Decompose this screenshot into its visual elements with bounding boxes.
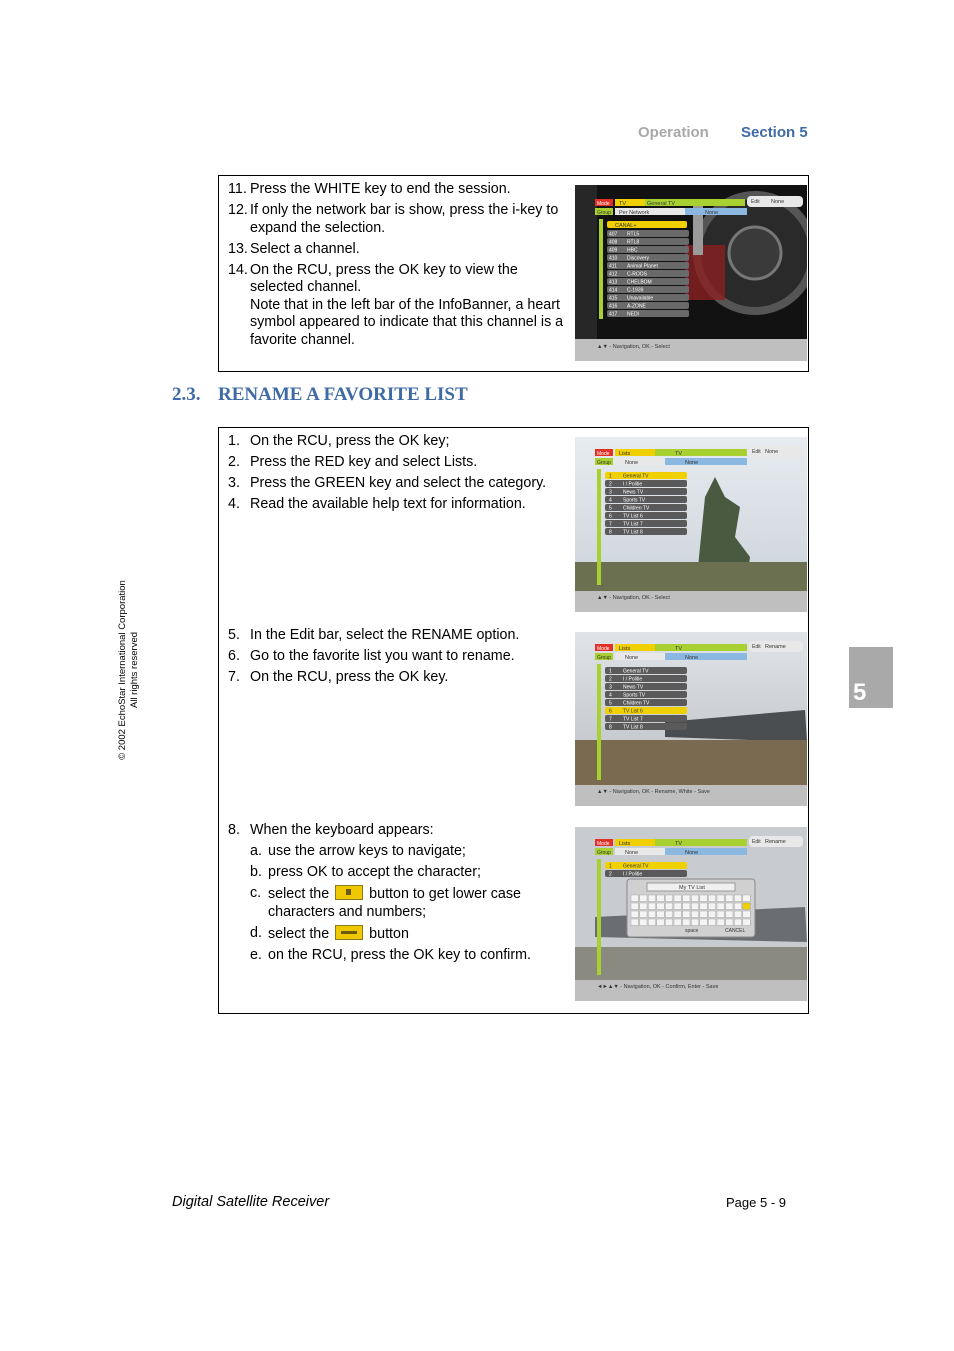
key bbox=[700, 895, 707, 902]
list-row bbox=[605, 870, 687, 877]
key bbox=[726, 919, 733, 926]
key bbox=[640, 903, 647, 910]
key bbox=[657, 919, 664, 926]
channel-number: 416 bbox=[609, 303, 618, 310]
list-number: 5 bbox=[609, 505, 612, 512]
steps-list-c bbox=[219, 822, 564, 968]
channel-row bbox=[607, 310, 689, 317]
osd-label: Group bbox=[597, 850, 611, 856]
list-name: News TV bbox=[623, 489, 644, 496]
key bbox=[665, 911, 672, 918]
osd-value: Rename bbox=[765, 839, 786, 845]
key bbox=[717, 919, 724, 926]
list-name: General TV bbox=[623, 473, 649, 480]
key bbox=[691, 911, 698, 918]
channel-number: 415 bbox=[609, 295, 618, 302]
list-number: 5 bbox=[609, 700, 612, 707]
key bbox=[640, 895, 647, 902]
osd-label: Mode bbox=[597, 451, 610, 457]
osd-value: TV bbox=[675, 841, 683, 847]
key bbox=[631, 911, 638, 918]
steps-list-b bbox=[219, 627, 564, 690]
header-chapter: Operation bbox=[638, 124, 709, 141]
header-section: Section 5 bbox=[741, 124, 808, 141]
list-name: TV List 7 bbox=[623, 716, 643, 723]
channel-number: 409 bbox=[609, 247, 618, 254]
list-name: I / Politie bbox=[623, 676, 643, 683]
key bbox=[665, 919, 672, 926]
list-number: 2 bbox=[609, 676, 612, 683]
list-number: 2 bbox=[609, 481, 612, 488]
channel-name: Unavailable bbox=[627, 295, 654, 302]
steps-list-a bbox=[219, 433, 564, 517]
list-number: 1 bbox=[609, 473, 612, 480]
screenshot-rename bbox=[575, 632, 807, 806]
key bbox=[700, 903, 707, 910]
svg-text:My TV List: My TV List bbox=[679, 885, 705, 891]
list-number: 3 bbox=[609, 684, 612, 691]
osd-label: Edit bbox=[752, 644, 761, 650]
list-row bbox=[605, 691, 687, 698]
list-item: c. select the button to get lower case characters and numbers; bbox=[250, 885, 521, 920]
key bbox=[640, 919, 647, 926]
list-name: Sports TV bbox=[623, 497, 646, 504]
list-item: 13. Select a channel. bbox=[228, 240, 360, 257]
key bbox=[700, 919, 707, 926]
list-row bbox=[605, 683, 687, 690]
sub-steps bbox=[250, 843, 564, 964]
list-name: TV List 8 bbox=[623, 529, 643, 536]
osd-value: Lists bbox=[619, 646, 631, 652]
svg-text:None: None bbox=[771, 199, 785, 205]
svg-text:space: space bbox=[685, 928, 699, 934]
key bbox=[674, 903, 681, 910]
key bbox=[691, 919, 698, 926]
list-item: 12. If only the network bar is show, press the i-key to expand the selection. bbox=[228, 202, 559, 236]
list-name: TV List 8 bbox=[623, 724, 643, 731]
key bbox=[657, 903, 664, 910]
list-item: e. on the RCU, press the OK key to confirm. bbox=[250, 946, 532, 963]
list-row bbox=[605, 512, 687, 519]
list-row bbox=[605, 528, 687, 535]
osd-value: None bbox=[685, 850, 699, 856]
list-row bbox=[605, 488, 687, 495]
list-number: 6 bbox=[609, 708, 612, 715]
list-item: b. press OK to accept the character; bbox=[250, 864, 481, 880]
osd-value: None bbox=[625, 850, 639, 856]
key bbox=[708, 903, 715, 910]
list-number: 7 bbox=[609, 716, 612, 723]
key bbox=[734, 919, 741, 926]
key bbox=[700, 911, 707, 918]
screenshot-channel-list bbox=[575, 185, 807, 361]
key bbox=[708, 895, 715, 902]
list-item: 7. On the RCU, press the OK key. bbox=[228, 669, 449, 685]
footer-title: Digital Satellite Receiver bbox=[172, 1194, 330, 1210]
key bbox=[657, 911, 664, 918]
list-row bbox=[605, 496, 687, 503]
channel-name: A-ZONE bbox=[627, 303, 646, 310]
channel-number: 413 bbox=[609, 279, 618, 286]
section-tab: 5 bbox=[849, 647, 893, 708]
key bbox=[717, 911, 724, 918]
osd-label: Mode bbox=[597, 646, 610, 652]
key bbox=[743, 895, 750, 902]
svg-text:None: None bbox=[705, 210, 719, 216]
svg-text:CANAL+: CANAL+ bbox=[615, 223, 637, 229]
list-item: 11. Press the WHITE key to end the session. bbox=[228, 181, 511, 197]
channel-name: RTL8 bbox=[627, 239, 640, 246]
channel-number: 414 bbox=[609, 287, 618, 294]
channel-name: C-ROOS bbox=[627, 271, 647, 278]
key bbox=[674, 911, 681, 918]
svg-text:▲▼ - Navigation, OK - Select: ▲▼ - Navigation, OK - Select bbox=[597, 595, 670, 601]
list-row bbox=[605, 675, 687, 682]
list-name: TV List 7 bbox=[623, 521, 643, 528]
osd-value: Lists bbox=[619, 841, 631, 847]
screenshot-lists-select bbox=[575, 437, 807, 612]
key bbox=[657, 895, 664, 902]
key bbox=[743, 919, 750, 926]
key bbox=[683, 903, 690, 910]
svg-text:Per Network: Per Network bbox=[619, 210, 650, 216]
osd-label: Group bbox=[597, 655, 611, 661]
screenshot-keyboard bbox=[575, 827, 807, 1001]
virtual-keyboard bbox=[627, 879, 755, 937]
key bbox=[708, 911, 715, 918]
shift-key-icon bbox=[335, 885, 363, 900]
footer-page-number: Page 5 - 9 bbox=[726, 1195, 786, 1210]
list-number: 3 bbox=[609, 489, 612, 496]
list-item: 3. Press the GREEN key and select the category. bbox=[228, 475, 547, 491]
key bbox=[674, 895, 681, 902]
enter-key-icon bbox=[335, 925, 363, 940]
channel-row bbox=[607, 286, 689, 293]
svg-text:Edit: Edit bbox=[751, 199, 760, 205]
key bbox=[743, 903, 750, 910]
key bbox=[648, 911, 655, 918]
osd-label: Edit bbox=[752, 449, 761, 455]
channel-name: NEDI bbox=[627, 311, 639, 318]
osd-value: None bbox=[625, 655, 639, 661]
key bbox=[717, 903, 724, 910]
key bbox=[717, 895, 724, 902]
channel-number: 411 bbox=[609, 263, 617, 270]
key bbox=[734, 895, 741, 902]
key bbox=[726, 895, 733, 902]
channel-number: 407 bbox=[609, 231, 618, 238]
list-item: a. use the arrow keys to navigate; bbox=[250, 843, 466, 859]
svg-text:▲▼ - Navigation, OK - Rename,: ▲▼ - Navigation, OK - Rename, White - Save bbox=[597, 789, 710, 795]
list-number: 4 bbox=[609, 497, 612, 504]
list-number: 2 bbox=[609, 871, 612, 878]
list-name: General TV bbox=[623, 668, 649, 675]
channel-number: 417 bbox=[609, 311, 618, 318]
steps-list bbox=[219, 181, 564, 353]
key bbox=[665, 895, 672, 902]
channel-list bbox=[607, 230, 689, 318]
list-name: Children TV bbox=[623, 700, 650, 707]
list-name: I / Politie bbox=[623, 871, 643, 878]
section-title: RENAME A FAVORITE LIST bbox=[218, 384, 468, 405]
key bbox=[743, 911, 750, 918]
channel-row bbox=[607, 246, 689, 253]
key bbox=[631, 895, 638, 902]
list-number: 4 bbox=[609, 692, 612, 699]
svg-text:Mode: Mode bbox=[597, 201, 610, 207]
key bbox=[640, 911, 647, 918]
list-item: 6. Go to the favorite list you want to rename. bbox=[228, 648, 515, 664]
channel-number: 412 bbox=[609, 271, 618, 278]
osd-value: Lists bbox=[619, 451, 631, 457]
list-item: 2. Press the RED key and select Lists. bbox=[228, 454, 478, 470]
steps-box-favorite-channel bbox=[218, 175, 809, 372]
list-item: 4. Read the available help text for information. bbox=[228, 496, 526, 512]
list-name: Sports TV bbox=[623, 692, 646, 699]
list-item: d. select the button bbox=[250, 924, 409, 942]
key bbox=[674, 919, 681, 926]
channel-name: CHELBOM bbox=[627, 279, 652, 286]
key bbox=[631, 903, 638, 910]
key bbox=[648, 895, 655, 902]
channel-row bbox=[607, 230, 689, 237]
key bbox=[691, 895, 698, 902]
list-item: 1. On the RCU, press the OK key; bbox=[228, 433, 450, 449]
osd-label: Edit bbox=[752, 839, 761, 845]
svg-text:◄►▲▼ - Navigation, OK - Confir: ◄►▲▼ - Navigation, OK - Confirm, Enter - Save bbox=[597, 984, 719, 990]
channel-row bbox=[607, 270, 689, 277]
osd-value: TV bbox=[675, 646, 683, 652]
osd-value: Rename bbox=[765, 644, 786, 650]
svg-text:▲▼ - Navigation, OK - Select: ▲▼ - Navigation, OK - Select bbox=[597, 344, 670, 350]
key bbox=[691, 903, 698, 910]
step-note: Note that in the left bar of the InfoBanner, a heart symbol appeared to indicate that this channel is a favorite channel. bbox=[250, 296, 564, 348]
key bbox=[734, 911, 741, 918]
svg-text:TV: TV bbox=[619, 201, 627, 207]
list-row bbox=[605, 723, 687, 730]
key bbox=[708, 919, 715, 926]
channel-row bbox=[607, 302, 689, 309]
key bbox=[726, 903, 733, 910]
key bbox=[683, 911, 690, 918]
osd-value: None bbox=[685, 655, 699, 661]
list-name: TV List 6 bbox=[623, 708, 643, 715]
key bbox=[648, 919, 655, 926]
osd-value: None bbox=[625, 460, 639, 466]
list-row bbox=[605, 480, 687, 487]
list-item: 8. When the keyboard appears: a. use the arrow keys to navigate; b. press OK to accept the character; c. select the button to get lower case characters and numbers; d. select the button e. on the RCU, press the OK key to confirm. bbox=[219, 822, 564, 964]
channel-number: 410 bbox=[609, 255, 618, 262]
channel-name: C-1939 bbox=[627, 287, 644, 294]
osd-value: TV bbox=[675, 451, 683, 457]
list-number: 1 bbox=[609, 863, 612, 870]
section-heading bbox=[172, 384, 468, 406]
svg-text:CANCEL: CANCEL bbox=[725, 928, 746, 934]
list-name: General TV bbox=[623, 863, 649, 870]
copyright-notice: © 2002 EchoStar International Corporation All rights reserved bbox=[117, 580, 140, 760]
list-name: TV List 6 bbox=[623, 513, 643, 520]
channel-number: 408 bbox=[609, 239, 618, 246]
list-number: 6 bbox=[609, 513, 612, 520]
section-number: 2.3. bbox=[172, 384, 201, 405]
key bbox=[665, 903, 672, 910]
list-row bbox=[605, 707, 687, 714]
svg-text:Group: Group bbox=[597, 210, 611, 216]
svg-text:General TV: General TV bbox=[647, 201, 676, 207]
list-name: Children TV bbox=[623, 505, 650, 512]
osd-screen bbox=[575, 185, 807, 361]
list-row bbox=[605, 715, 687, 722]
list-name: News TV bbox=[623, 684, 644, 691]
osd-label: Group bbox=[597, 460, 611, 466]
osd-value: None bbox=[765, 449, 779, 455]
key bbox=[726, 911, 733, 918]
list-number: 8 bbox=[609, 724, 612, 731]
list-number: 8 bbox=[609, 529, 612, 536]
key bbox=[631, 919, 638, 926]
list-number: 1 bbox=[609, 668, 612, 675]
key bbox=[734, 903, 741, 910]
steps-box-rename-list bbox=[218, 427, 809, 1014]
key bbox=[683, 919, 690, 926]
list-name: I / Politie bbox=[623, 481, 643, 488]
list-item: 14. On the RCU, press the OK key to view the selected channel. Note that in the left bar of the InfoBanner, a heart symbol appeared to indicate that this channel is a favorite channel. bbox=[228, 261, 564, 348]
osd-label: Mode bbox=[597, 841, 610, 847]
list-item: 5. In the Edit bar, select the RENAME option. bbox=[228, 627, 520, 643]
channel-row bbox=[607, 238, 689, 245]
osd-value: None bbox=[685, 460, 699, 466]
key bbox=[648, 903, 655, 910]
key bbox=[683, 895, 690, 902]
list-row bbox=[605, 520, 687, 527]
channel-name: Animal Planet bbox=[627, 263, 658, 270]
channel-name: RTL5 bbox=[627, 231, 640, 238]
channel-name: Discovery bbox=[627, 255, 649, 262]
list-number: 7 bbox=[609, 521, 612, 528]
channel-name: HBC bbox=[627, 247, 638, 254]
